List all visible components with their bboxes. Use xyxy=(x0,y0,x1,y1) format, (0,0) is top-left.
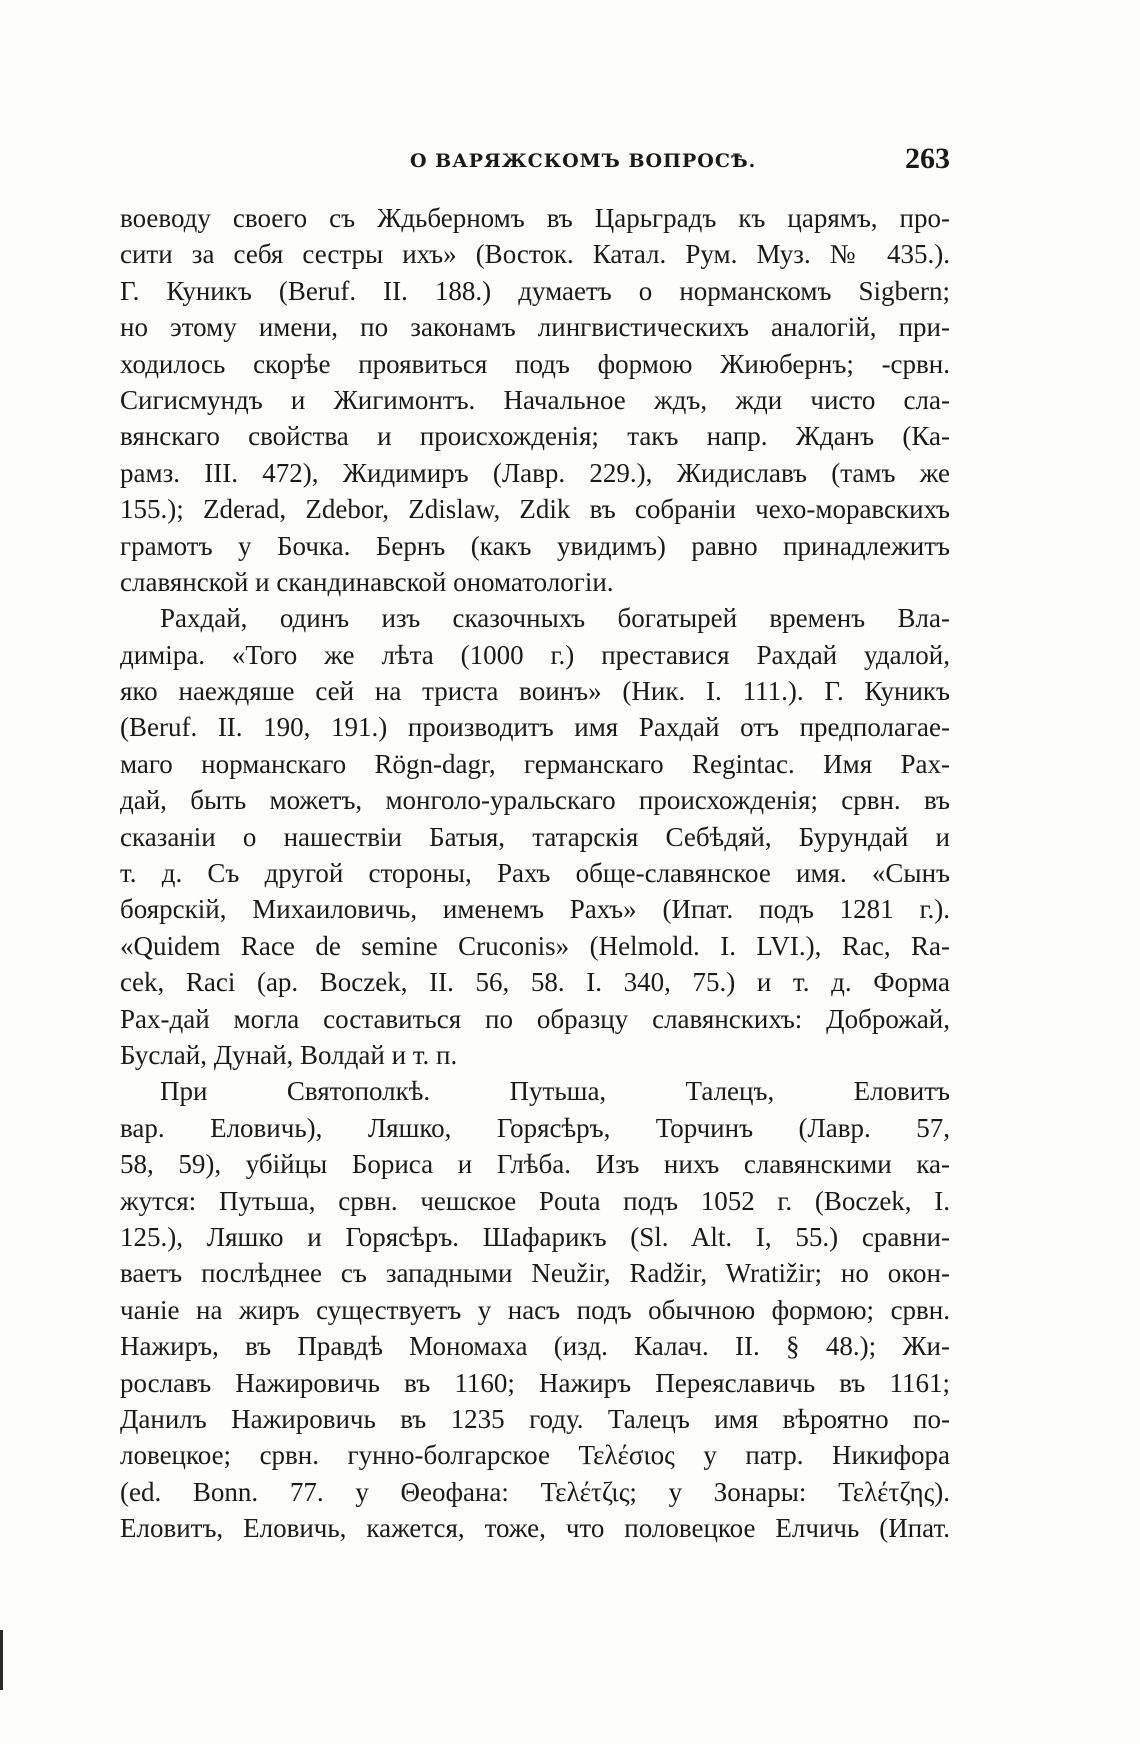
text-line: вянскаго свойства и происхожденія; такъ напр. Жданъ (Ка- xyxy=(120,421,950,452)
text-line: дай, быть можетъ, монголо-уральскаго происхожденія; срвн. въ xyxy=(120,785,950,816)
text-line: вар. Еловичь), Ляшко, Горясѣръ, Торчинъ (Лавр. 57, xyxy=(120,1112,950,1143)
text-line: ловецкое; срвн. гунно-болгарское Τελέσιος у патр. Никифора xyxy=(120,1440,950,1471)
text-line: жутся: Путьша, срвн. чешское Pouta подъ 1052 г. (Boczek, I. xyxy=(120,1185,950,1216)
text-line: Г. Куникъ (Beruf. II. 188.) думаетъ о норманскомъ Sigbern; xyxy=(120,275,950,306)
page-header xyxy=(120,140,950,190)
text-line: воеводу своего съ Ждьберномъ въ Царьградъ къ царямъ, про- xyxy=(120,203,950,233)
text-line: чаніе на жиръ существуетъ у насъ подъ обычною формою; срвн. xyxy=(120,1294,950,1325)
text-line: Нажиръ, въ Правдѣ Мономаха (изд. Калач. II. § 48.); Жи- xyxy=(120,1331,950,1362)
text-line: ходилось скорѣе проявиться подъ формою Жиюбернъ; -срвн. xyxy=(120,348,950,379)
text-line: Рахдай, одинъ изъ сказочныхъ богатырей временъ Вла- xyxy=(160,603,950,634)
text-line: (Beruf. II. 190, 191.) производитъ имя Рахдай отъ предполагае- xyxy=(120,712,950,743)
text-line: 125.), Ляшко и Горясѣръ. Шафарикъ (Sl. Alt. I, 55.) сравни- xyxy=(120,1221,950,1252)
text-line: При Святополкѣ. Путьша, Талецъ, Еловитъ xyxy=(160,1076,950,1107)
text-line: Буслай, Дунай, Волдай и т. п. xyxy=(120,1039,458,1070)
body-text xyxy=(120,200,950,1546)
text-line: cek, Raci (ap. Boczek, II. 56, 58. I. 340, 75.) и т. д. Форма xyxy=(120,967,950,998)
text-line: 58, 59), убійцы Бориса и Глѣба. Изъ нихъ славянскими ка- xyxy=(120,1149,950,1180)
text-line: (ed. Bonn. 77. у Θеофана: Τελέτζις; у Зонары: Τελέτζης). xyxy=(120,1476,950,1507)
text-line: сити за себя сестры ихъ» (Восток. Катал. Рум. Муз. № 435.). xyxy=(120,239,950,270)
text-line: 155.); Zderad, Zdebor, Zdislaw, Zdik въ собраніи чехо-моравскихъ xyxy=(120,494,950,525)
text-line: грамотъ у Бочка. Бернъ (какъ увидимъ) равно принадлежитъ xyxy=(120,530,950,561)
text-line: ваетъ послѣднее съ западными Neužir, Radžir, Wratižir; но окон- xyxy=(120,1258,950,1289)
scan-edge-mark xyxy=(0,1630,3,1690)
text-line: маго норманскаго Rögn-dagr, германскаго Regintac. Имя Рах- xyxy=(120,748,950,779)
text-line: диміра. «Того же лѣта (1000 г.) преставися Рахдай удалой, xyxy=(120,639,950,670)
text-line: Данилъ Нажировичь въ 1235 году. Талецъ имя вѣроятно по- xyxy=(120,1403,950,1434)
text-line: Еловитъ, Еловичь, кажется, тоже, что половецкое Елчичь (Ипат. xyxy=(120,1513,950,1544)
text-line: сказаніи о нашествіи Батыя, татарскія Себѣдяй, Бурундай и xyxy=(120,821,950,852)
text-line: Рах-дай могла составиться по образцу славянскихъ: Доброжай, xyxy=(120,1003,950,1034)
text-line: но этому имени, по законамъ лингвистическихъ аналогій, при- xyxy=(120,312,950,343)
text-line: т. д. Съ другой стороны, Рахъ обще-славянское имя. «Сынъ xyxy=(120,858,950,889)
text-line: Сигисмундъ и Жигимонтъ. Начальное ждъ, жди чисто сла- xyxy=(120,384,950,415)
running-title: О ВАРЯЖСКОМЪ ВОПРОСѢ. xyxy=(410,150,757,172)
text-line: яко наеждяше сей на триста воинъ» (Ник. I. 111.). Г. Куникъ xyxy=(120,676,950,707)
text-line: рамз. III. 472), Жидимиръ (Лавр. 229.), Жидиславъ (тамъ же xyxy=(120,457,950,488)
text-line: рославъ Нажировичь въ 1160; Нажиръ Переяславичь въ 1161; xyxy=(120,1367,950,1398)
page-number: 263 xyxy=(905,142,950,175)
text-line: славянской и скандинавской ономатологіи. xyxy=(120,566,614,597)
text-line: «Quidem Race de semine Cruconis» (Helmold. I. LVI.), Rac, Ra- xyxy=(120,930,950,961)
text-line: боярскій, Михаиловичь, именемъ Рахъ» (Ипат. подъ 1281 г.). xyxy=(120,894,950,925)
